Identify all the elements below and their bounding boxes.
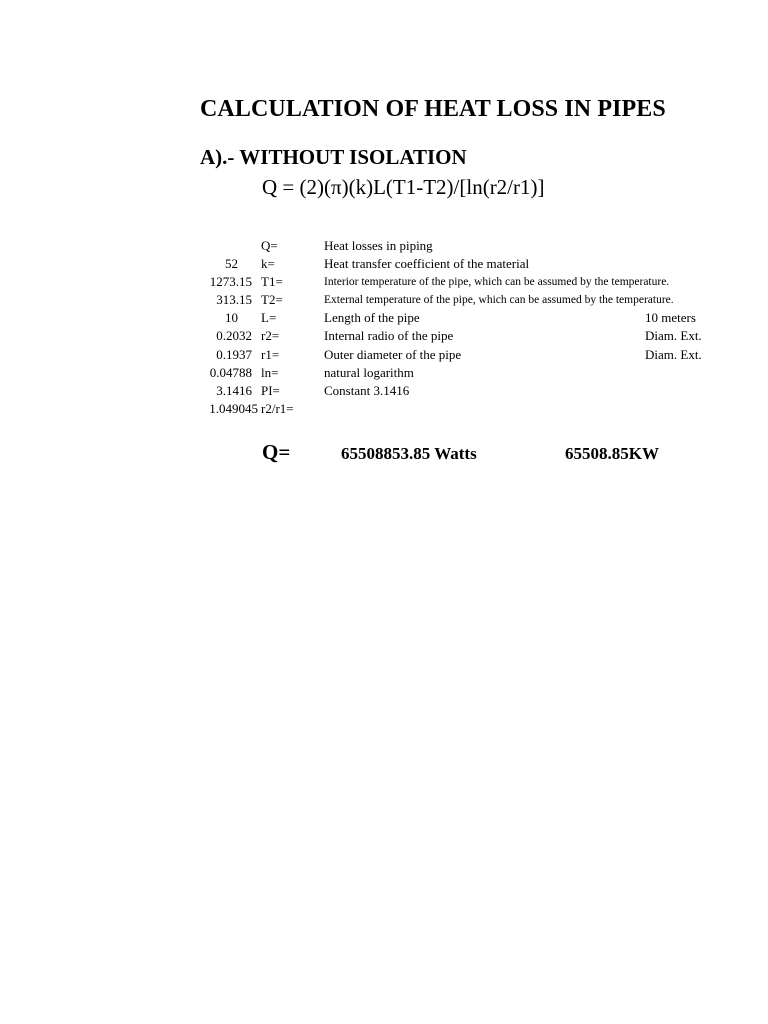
page-title: CALCULATION OF HEAT LOSS IN PIPES (200, 96, 666, 122)
variable-value: 0.04788 (209, 365, 252, 380)
section-heading (200, 145, 467, 170)
variable-description: Internal radio of the pipe (324, 328, 454, 343)
variable-description: Heat losses in piping (324, 238, 433, 253)
section-label: A). (200, 145, 228, 169)
variable-note: Diam. Ext. (645, 328, 702, 343)
variable-symbol: PI= (261, 383, 280, 398)
variable-row-t1 (0, 273, 768, 291)
variable-symbol: r2= (261, 328, 280, 343)
variable-symbol: Q= (261, 238, 278, 253)
variable-symbol: ln= (261, 365, 279, 380)
result-watts: 65508853.85 Watts (341, 444, 477, 463)
variable-value: 313.15 (216, 292, 252, 307)
variable-row-r2 (0, 327, 768, 345)
variable-description: Outer diameter of the pipe (324, 347, 462, 362)
variable-description: Constant 3.1416 (324, 383, 410, 398)
variable-description: Heat transfer coefficient of the material (324, 256, 530, 271)
variable-symbol: k= (261, 256, 275, 271)
variable-row-l (0, 309, 768, 327)
variable-value: 10 (225, 310, 238, 325)
variable-row-pi (0, 382, 768, 400)
variable-description: natural logarithm (324, 365, 414, 380)
variable-row-k (0, 255, 768, 273)
variable-value: 1.049045 (209, 401, 258, 416)
result-label: Q= (262, 440, 291, 464)
variable-row-t2 (0, 291, 768, 309)
variable-value: 52 (225, 256, 238, 271)
variable-symbol: r2/r1= (261, 401, 294, 416)
result-row (0, 440, 768, 470)
variable-symbol: T1= (261, 274, 283, 289)
variable-row-r1 (0, 346, 768, 364)
variable-row-ln (0, 364, 768, 382)
section-title: - WITHOUT ISOLATION (227, 145, 467, 169)
heat-loss-formula: Q = (2)(π)(k)L(T1-T2)/[ln(r2/r1)] (262, 175, 545, 199)
variable-value: 3.1416 (216, 383, 252, 398)
variable-symbol: r1= (261, 347, 280, 362)
variable-value: 1273.15 (209, 274, 252, 289)
variable-description: Interior temperature of the pipe, which can be assumed by the temperature. (324, 276, 670, 288)
result-kilowatts: 65508.85KW (565, 444, 659, 463)
variable-value: 0.2032 (216, 328, 252, 343)
variable-description: External temperature of the pipe, which can be assumed by the temperature. (324, 294, 674, 306)
variable-symbol: T2= (261, 292, 283, 307)
variable-row-ratio (0, 400, 768, 418)
variable-symbol: L= (261, 310, 277, 325)
variable-row-q (0, 237, 768, 255)
variable-description: Length of the pipe (324, 310, 420, 325)
variable-value: 0.1937 (216, 347, 252, 362)
variable-note: Diam. Ext. (645, 347, 702, 362)
variable-note: 10 meters (645, 310, 696, 325)
